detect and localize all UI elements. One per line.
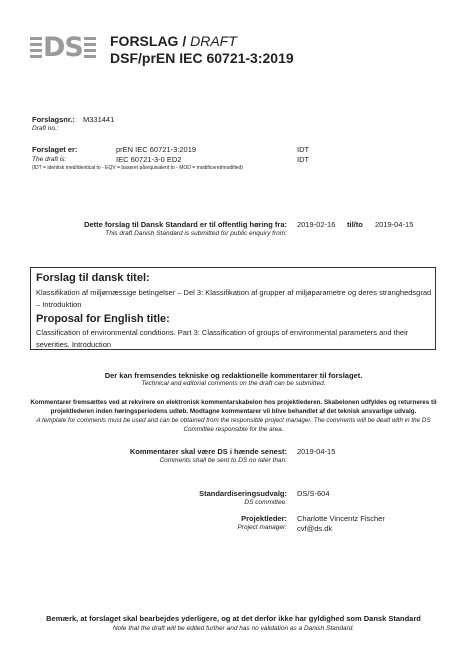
committee-label: Standardiseringsudvalg: [199, 489, 287, 498]
manager-label-en: Project manager: [237, 524, 287, 531]
footer-note: Bemærk, at forslaget skal bearbejdes yderligere, og at det derfor ikke har gyldighed som Dansk Standard [46, 614, 421, 623]
title-suffix: DRAFT [190, 33, 237, 49]
forslaget-er-idt2: IDT [297, 155, 310, 164]
hearing-label-en: This draft Danish Standard is submitted for public enquiry from: [105, 230, 287, 237]
en-title-heading: Proposal for English title: [36, 313, 170, 325]
committee-value: DS/S-604 [297, 489, 330, 498]
hearing-label: Dette forslag til Dansk Standard er til offentlig høring fra: [84, 220, 287, 229]
ds-logo [30, 33, 96, 63]
comments-line1-en: Technical and editorial comments on the draft can be submitted. [141, 380, 326, 387]
dk-title-text: Klassifikation af miljømæssige betingelser – Del 3: Klassifikation af grupper af miljøparametre og deres stranghedsgrad – Introduktion [36, 288, 432, 309]
comments-dk-block: Kommentarer fremsættes ved at rekvirere en elektronisk kommentarskabelon hos projektlederen. Skabelonen udfyldes og returneres til projektlederen inden høringsperiodens udløb. Modtagne kommentarer vil blive behandlet af det teknisk ansvarlige udvalg. [30, 399, 437, 415]
logo-text: DS [43, 32, 83, 63]
manager-name: Charlotte Vincentz Fischer [297, 514, 385, 523]
draft-title [110, 33, 237, 49]
comments-en-block: A template for comments must be used and can be obtained from the responsible project manager. The comments will be dealt with in the DS Committee responsible for the area. [36, 417, 431, 433]
hearing-to: 2019-04-15 [375, 220, 414, 229]
manager-email[interactable]: cvf@ds.dk [297, 524, 333, 533]
deadline-label-en: Comments shall be sent to DS no later than: [159, 457, 287, 464]
hearing-from: 2019-02-16 [297, 220, 336, 229]
footer-note-en: Note that the draft will be edited further and has no validation as a Danish Standard. [112, 625, 355, 632]
dk-title-heading: Forslag til dansk titel: [36, 272, 150, 284]
committee-label-en: DS committee: [244, 499, 287, 506]
forslaget-er-label: Forslaget er: [32, 145, 78, 154]
forslaget-er-value2: IEC 60721-3-0 ED2 [116, 155, 182, 164]
standard-id: DSF/prEN IEC 60721-3:2019 [110, 50, 294, 66]
title-box [30, 267, 436, 350]
draft-no-label: Draft no.: [32, 125, 59, 132]
draft-is-label: The draft is: [32, 156, 67, 163]
forslagsnr-value: M331441 [83, 115, 115, 124]
idt-legend: (IDT = identisk med/identical to - EQV = baseret på/equivalent to - MOD = modificeret/modified) [32, 165, 243, 171]
deadline-value: 2019-04-15 [297, 447, 336, 456]
hearing-to-label: til/to [347, 220, 363, 229]
forslagsnr-label: Forslagsnr.: [32, 115, 75, 124]
title-prefix: FORSLAG / [110, 33, 187, 49]
forslaget-er-idt1: IDT [297, 145, 310, 154]
forslaget-er-value1: prEN IEC 60721-3:2019 [116, 145, 197, 154]
en-title-text: Classification of environmental conditions. Part 3: Classification of groups of environmental parameters and their severities. Introduction [36, 328, 409, 349]
comments-line1: Der kan fremsendes tekniske og redaktionelle kommentarer til forslaget. [104, 371, 363, 380]
deadline-label: Kommentarer skal være DS i hænde senest: [129, 447, 287, 456]
manager-label: Projektleder: [241, 514, 287, 523]
